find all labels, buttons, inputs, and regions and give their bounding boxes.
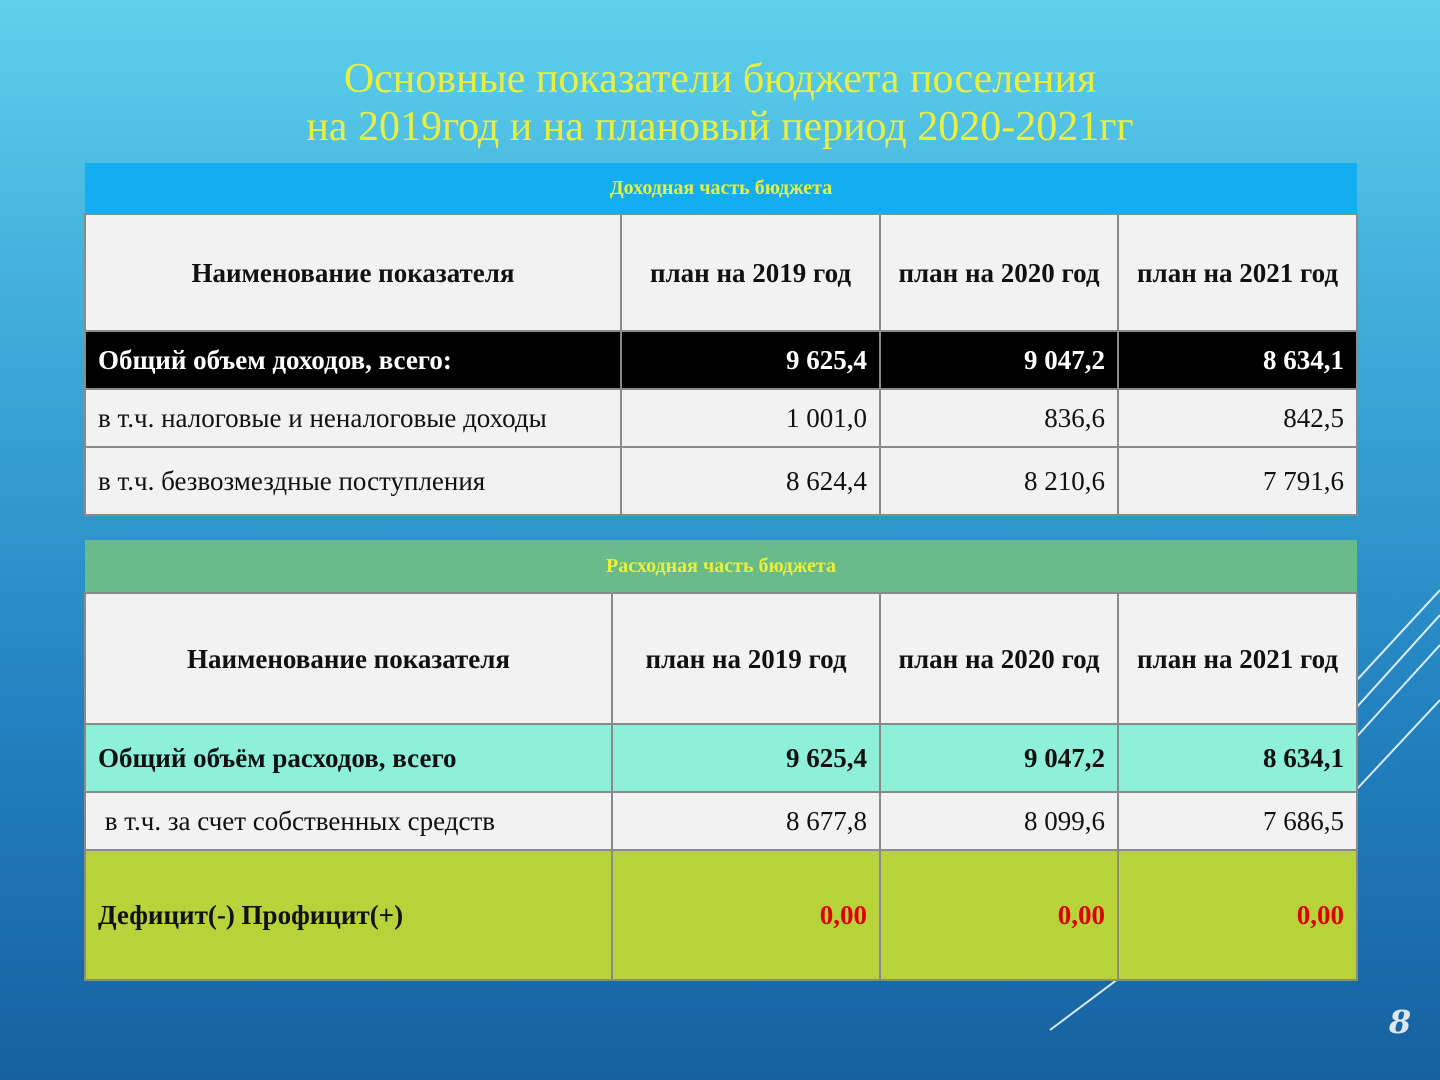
expense-header-2019: план на 2019 год xyxy=(612,593,880,724)
row-value-2020: 8 210,6 xyxy=(880,447,1118,515)
expense-header-name: Наименование показателя xyxy=(85,593,612,724)
deficit-2021: 0,00 xyxy=(1118,850,1357,980)
row-value-2021: 7 791,6 xyxy=(1118,447,1357,515)
table-row xyxy=(85,792,1357,850)
row-value-2019: 1 001,0 xyxy=(621,389,880,447)
row-value-2020: 8 099,6 xyxy=(880,792,1118,850)
income-table xyxy=(84,163,1358,516)
income-total-2019: 9 625,4 xyxy=(621,331,880,389)
income-header-2019: план на 2019 год xyxy=(621,214,880,331)
income-header-name: Наименование показателя xyxy=(85,214,621,331)
income-total-label: Общий объем доходов, всего: xyxy=(85,331,621,389)
expense-total-label: Общий объём расходов, всего xyxy=(85,724,612,792)
row-label: в т.ч. безвозмездные поступления xyxy=(85,447,621,515)
table-row xyxy=(85,389,1357,447)
title-line-2: на 2019год и на плановый период 2020-2021гг xyxy=(306,104,1134,150)
row-value-2019: 8 677,8 xyxy=(612,792,880,850)
row-label: в т.ч. за счет собственных средств xyxy=(85,792,612,850)
expense-table xyxy=(84,540,1358,981)
income-total-row xyxy=(85,331,1357,389)
expense-total-row xyxy=(85,724,1357,792)
income-band-title: Доходная часть бюджета xyxy=(85,163,1357,214)
expense-header-2021: план на 2021 год xyxy=(1118,593,1357,724)
income-header-2021: план на 2021 год xyxy=(1118,214,1357,331)
row-label: в т.ч. налоговые и неналоговые доходы xyxy=(85,389,621,447)
income-header-2020: план на 2020 год xyxy=(880,214,1118,331)
deficit-2019: 0,00 xyxy=(612,850,880,980)
deficit-row xyxy=(85,850,1357,980)
expense-total-2019: 9 625,4 xyxy=(612,724,880,792)
income-total-2021: 8 634,1 xyxy=(1118,331,1357,389)
income-total-2020: 9 047,2 xyxy=(880,331,1118,389)
deficit-2020: 0,00 xyxy=(880,850,1118,980)
row-value-2019: 8 624,4 xyxy=(621,447,880,515)
row-value-2020: 836,6 xyxy=(880,389,1118,447)
expense-total-2020: 9 047,2 xyxy=(880,724,1118,792)
expense-band-title: Расходная часть бюджета xyxy=(85,540,1357,593)
deficit-label: Дефицит(-) Профицит(+) xyxy=(85,850,612,980)
row-value-2021: 7 686,5 xyxy=(1118,792,1357,850)
table-row xyxy=(85,447,1357,515)
slide-title xyxy=(0,55,1440,151)
title-line-1: Основные показатели бюджета поселения xyxy=(343,56,1097,102)
expense-total-2021: 8 634,1 xyxy=(1118,724,1357,792)
expense-header-2020: план на 2020 год xyxy=(880,593,1118,724)
row-value-2021: 842,5 xyxy=(1118,389,1357,447)
page-number: 8 xyxy=(1388,1003,1412,1041)
